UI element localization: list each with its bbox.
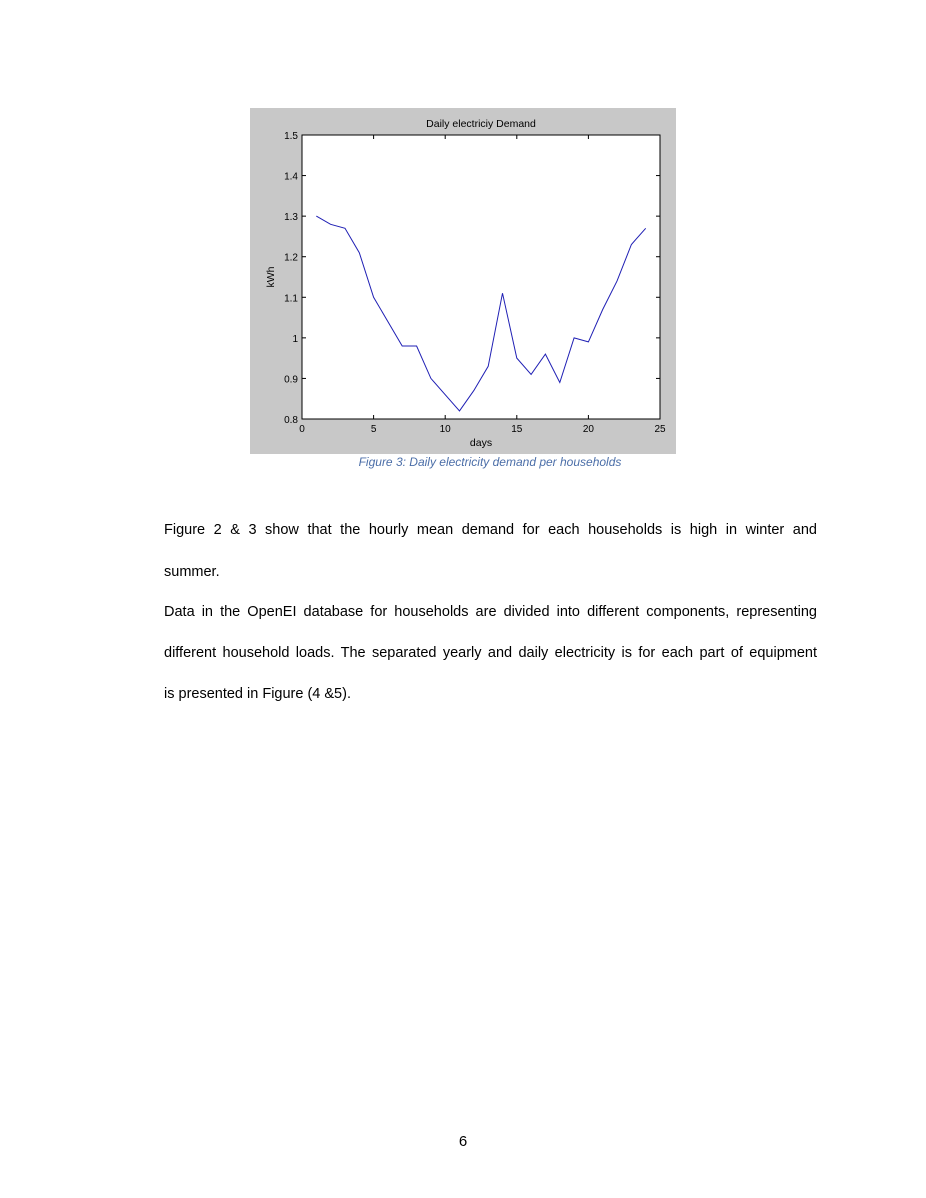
x-tick-label-20: 20 bbox=[582, 424, 594, 435]
chart-title: Daily electriciy Demand bbox=[426, 118, 536, 130]
daily-demand-chart bbox=[250, 108, 676, 454]
x-axis-label: days bbox=[469, 437, 493, 449]
figure-3 bbox=[250, 108, 676, 454]
y-tick-label-1.1: 1.1 bbox=[284, 293, 298, 305]
x-tick-label-25: 25 bbox=[654, 424, 666, 435]
y-tick-label-1.2: 1.2 bbox=[284, 252, 298, 264]
paragraph-1-line-2: summer. bbox=[164, 564, 220, 580]
y-axis-label: kWh bbox=[265, 266, 277, 288]
x-tick-label-0: 0 bbox=[299, 424, 305, 435]
y-tick-label-0.8: 0.8 bbox=[284, 415, 298, 426]
y-tick-label-0.9: 0.9 bbox=[284, 374, 298, 386]
x-tick-label-10: 10 bbox=[439, 424, 451, 435]
paragraph-2-line-3: is presented in Figure (4 &5). bbox=[164, 686, 351, 702]
y-tick-label-1.4: 1.4 bbox=[284, 171, 298, 183]
x-tick-label-5: 5 bbox=[370, 424, 377, 435]
figure-caption: Figure 3: Daily electricity demand per households bbox=[358, 455, 622, 469]
y-tick-label-1.5: 1.5 bbox=[284, 131, 298, 142]
plot-area bbox=[302, 135, 660, 419]
page-number: 6 bbox=[458, 1133, 468, 1150]
paragraph-2-line-2: different household loads. The separated yearly and daily electricity is for each part of equipment bbox=[164, 645, 817, 661]
paragraph-1-line-1: Figure 2 & 3 show that the hourly mean demand for each households is high in winter and bbox=[164, 522, 817, 538]
y-tick-label-1.3: 1.3 bbox=[284, 212, 298, 224]
y-tick-label-1: 1 bbox=[292, 333, 298, 345]
paragraph-2-line-1: Data in the OpenEI database for households are divided into different components, representing bbox=[164, 604, 817, 620]
x-tick-label-15: 15 bbox=[511, 424, 523, 435]
